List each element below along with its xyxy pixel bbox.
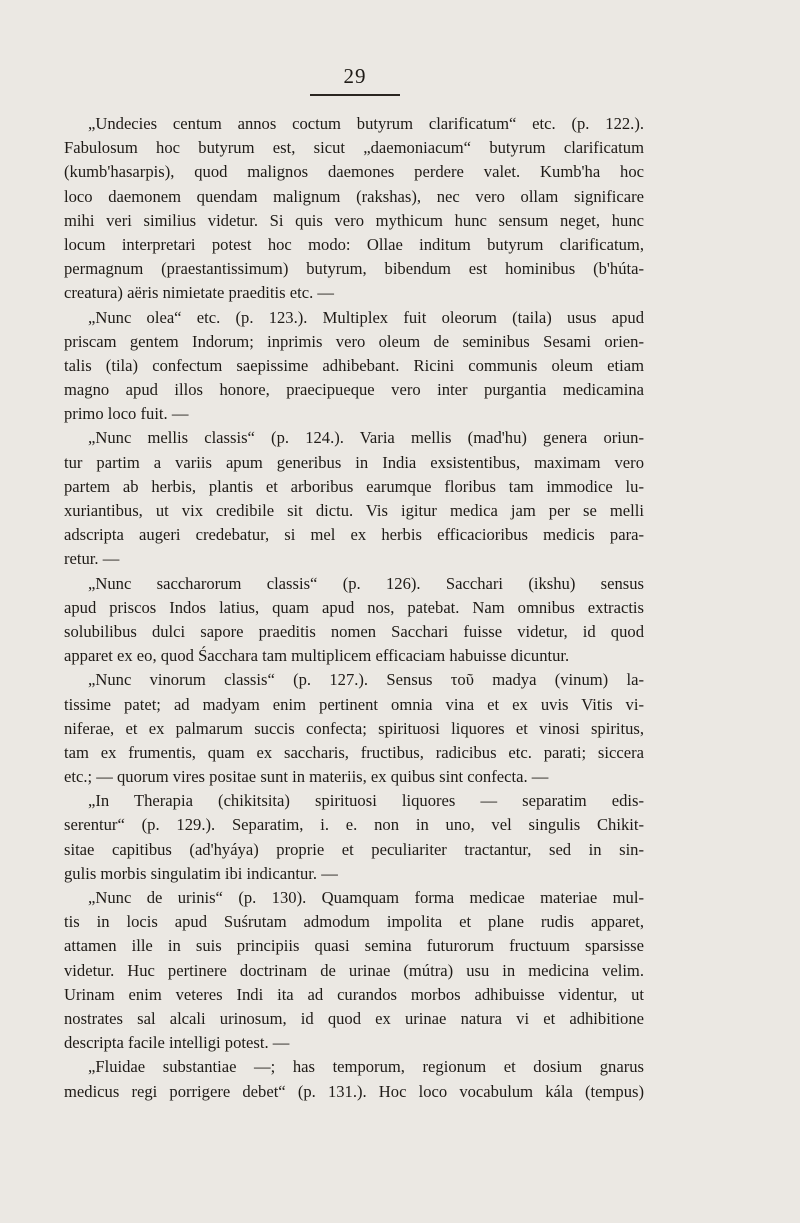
text-line: solubilibus dulci sapore praeditis nomen Sacchari fuisse videtur, id quod bbox=[64, 621, 644, 641]
text-line: „Undecies centum annos coctum butyrum clarificatum“ etc. (p. 122.). bbox=[88, 114, 644, 133]
text-line: „Nunc olea“ etc. (p. 123.). Multiplex fuit oleorum (taila) usus apud bbox=[88, 307, 644, 327]
text-line: adscripta augeri credebatur, si mel ex herbis efficacioribus medicis para- bbox=[64, 525, 644, 545]
text-line: „Fluidae substantiae —; has temporum, regionum et dosium gnarus bbox=[88, 1057, 644, 1077]
text-line: sitae capitibus (ad'hyáya) proprie et peculiariter tractantur, sed in sin- bbox=[64, 839, 644, 859]
text-line: „Nunc saccharorum classis“ (p. 126). Sacchari (ikshu) sensus bbox=[88, 573, 644, 593]
page-number-rule bbox=[310, 94, 400, 96]
text-line: permagnum (praestantissimum) butyrum, bibendum est hominibus (b'húta- bbox=[64, 259, 644, 279]
text-line: talis (tila) confectum saepissime adhibebant. Ricini communis oleum etiam bbox=[64, 355, 644, 375]
text-line: (kumb'hasarpis), quod malignos daemones perdere valet. Kumb'ha hoc bbox=[64, 162, 644, 182]
text-line: primo loco fuit. — bbox=[64, 404, 189, 424]
text-line: priscam gentem Indorum; inprimis vero oleum de seminibus Sesami orien- bbox=[64, 331, 644, 351]
text-line: loco daemonem quendam malignum (rakshas), nec vero ollam significare bbox=[64, 186, 644, 206]
text-line: „Nunc mellis classis“ (p. 124.). Varia mellis (mad'hu) genera oriun- bbox=[88, 428, 644, 448]
text-line: Urinam enim veteres Indi ita ad curandos morbos adhibuisse videntur, ut bbox=[64, 984, 644, 1004]
text-line: tur partim a variis apum generibus in India exsistentibus, maximam vero bbox=[64, 452, 644, 472]
text-line: magno apud illos honore, praecipueque vero inter purgantia medicamina bbox=[64, 380, 644, 400]
text-line: partem ab herbis, plantis et arboribus earumque floribus tam immodice lu- bbox=[64, 476, 644, 496]
text-line: „Nunc vinorum classis“ (p. 127.). Sensus τοῦ madya (vinum) la- bbox=[88, 670, 644, 690]
text-line: etc.; — quorum vires positae sunt in materiis, ex quibus sint confecta. — bbox=[64, 767, 549, 787]
body-text bbox=[64, 112, 644, 1104]
text-line: medicus regi porrigere debet“ (p. 131.). Hoc loco vocabulum kála (tempus) bbox=[64, 1081, 644, 1101]
text-line: xuriantibus, ut vix credibile sit dictu. Vis igitur medica jam per se melli bbox=[64, 501, 644, 520]
text-line: videtur. Huc pertinere doctrinam de urinae (mútra) usu in medicina velim. bbox=[64, 960, 644, 980]
text-line: „In Therapia (chikitsita) spirituosi liquores — separatim edis- bbox=[88, 791, 644, 811]
text-line: tissime patet; ad madyam enim pertinent omnia vina et ex uvis Vitis vi- bbox=[64, 694, 644, 714]
text-line: tis in locis apud Suśrutam admodum impolita et plane rudis apparet, bbox=[64, 912, 644, 932]
text-line: attamen ille in suis principiis quasi semina futurorum fructuum sparsisse bbox=[64, 936, 644, 956]
page-number: 29 bbox=[343, 64, 367, 88]
text-line: creatura) aëris nimietate praeditis etc. — bbox=[64, 283, 334, 303]
text-line: descripta facile intelligi potest. — bbox=[64, 1033, 290, 1053]
text-line: tam ex frumentis, quam ex saccharis, fructibus, radicibus etc. parati; siccera bbox=[64, 742, 644, 762]
text-line: apparet ex eo, quod Śacchara tam multiplicem efficaciam habuisse dicuntur. bbox=[64, 646, 570, 666]
text-line: mihi veri similius videtur. Si quis vero mythicum hunc sensum neget, hunc bbox=[64, 210, 644, 230]
text-line: nostrates sal alcali urinosum, id quod ex urinae natura vi et adhibitione bbox=[64, 1008, 644, 1028]
text-line: gulis morbis singulatim ibi indicantur. — bbox=[64, 863, 338, 883]
text-line: retur. — bbox=[64, 549, 120, 569]
text-line: locum interpretari potest hoc modo: Ollae inditum butyrum clarificatum, bbox=[64, 234, 644, 254]
text-line: apud priscos Indos latius, quam apud nos, patebat. Nam omnibus extractis bbox=[64, 597, 644, 617]
text-line: serentur“ (p. 129.). Separatim, i. e. non in uno, vel singulis Chikit- bbox=[64, 815, 644, 835]
text-line: „Nunc de urinis“ (p. 130). Quamquam forma medicae materiae mul- bbox=[88, 888, 644, 907]
text-line: Fabulosum hoc butyrum est, sicut „daemoniacum“ butyrum clarificatum bbox=[64, 138, 644, 158]
text-line: niferae, et ex palmarum succis confecta; spirituosi liquores et vinosi spiritus, bbox=[64, 718, 644, 738]
